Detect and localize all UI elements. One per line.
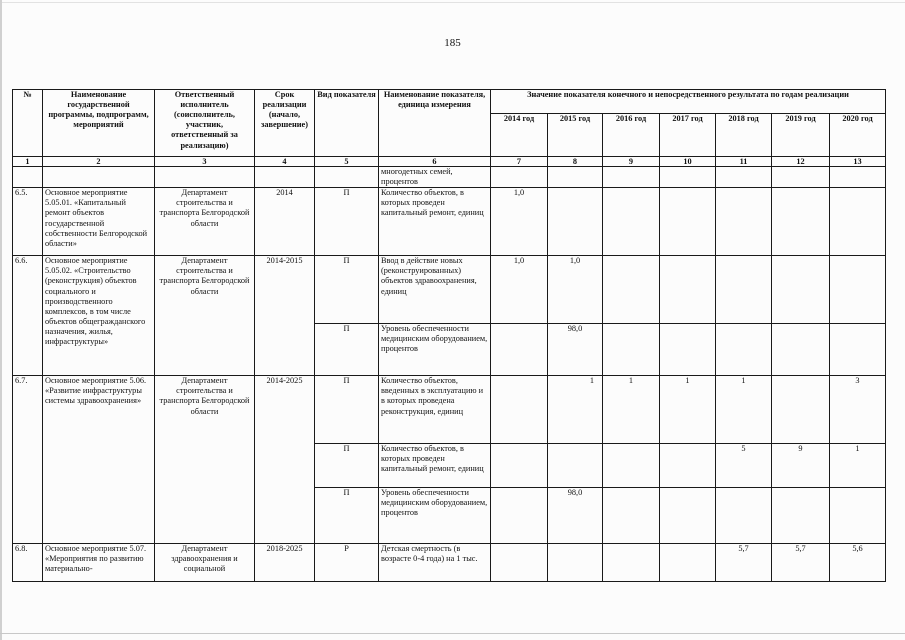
executor-cell: Департамент строительства и транспорта Белгородской области — [155, 376, 255, 544]
column-number: 5 — [315, 157, 379, 167]
header-year: 2017 год — [660, 114, 716, 157]
header-num: № — [13, 90, 43, 157]
indicator-cell: Количество объектов, в которых проведен капитальный ремонт, единиц — [379, 188, 491, 256]
column-number: 9 — [603, 157, 660, 167]
value-2015: 1 — [548, 376, 603, 444]
header-type: Вид показателя — [315, 90, 379, 157]
type-cell: П — [315, 188, 379, 256]
column-number: 7 — [491, 157, 548, 167]
table-row — [13, 167, 886, 188]
type-cell: П — [315, 488, 379, 544]
executor-cell: Департамент строительства и транспорта Белгородской области — [155, 188, 255, 256]
column-number: 2 — [43, 157, 155, 167]
table-header — [13, 90, 886, 167]
value-2019: 9 — [772, 444, 830, 488]
type-cell: П — [315, 444, 379, 488]
column-number: 1 — [13, 157, 43, 167]
column-number: 8 — [548, 157, 603, 167]
scan-edge-left — [0, 0, 2, 640]
value-2018: 5 — [716, 444, 772, 488]
row-number: 6.7. — [13, 376, 43, 544]
table-row — [13, 544, 886, 582]
program-table — [12, 89, 886, 582]
value-2017: 1 — [660, 376, 716, 444]
value-2016: 1 — [603, 376, 660, 444]
measure-name: Основное мероприятие 5.05.01. «Капитальный ремонт объектов государственной собственности Белгородской области» — [43, 188, 155, 256]
column-number: 3 — [155, 157, 255, 167]
row-number: 6.8. — [13, 544, 43, 582]
measure-name: Основное мероприятие 5.05.02. «Строительство (реконструкция) объектов социального и производственного комплексов, в том числе объектов общегражданского назначения, жилья, инфраструктуры» — [43, 256, 155, 376]
header-term: Срок реализации (начало, завершение) — [255, 90, 315, 157]
table-row — [13, 256, 886, 324]
indicator-cell: многодетных семей, процентов — [379, 167, 491, 188]
indicator-cell: Количество объектов, введенных в эксплуатацию и в которых проведена реконструкция, единиц — [379, 376, 491, 444]
value-2020: 5,6 — [830, 544, 886, 582]
column-number: 11 — [716, 157, 772, 167]
type-cell: П — [315, 256, 379, 324]
value-2019: 5,7 — [772, 544, 830, 582]
indicator-cell: Уровень обеспеченности медицинским оборудованием, процентов — [379, 324, 491, 376]
term-cell: 2014-2015 — [255, 256, 315, 376]
value-2020: 3 — [830, 376, 886, 444]
value-2014: 1,0 — [491, 188, 548, 256]
header-year: 2018 год — [716, 114, 772, 157]
value-2018: 1 — [716, 376, 772, 444]
executor-cell: Департамент здравоохранения и социальной — [155, 544, 255, 582]
indicator-cell: Ввод в действие новых (реконструированных) объектов здравоохранения, единиц — [379, 256, 491, 324]
header-year: 2014 год — [491, 114, 548, 157]
indicator-cell: Детская смертность (в возрасте 0-4 года) на 1 тыс. — [379, 544, 491, 582]
indicator-cell: Количество объектов, в которых проведен капитальный ремонт, единиц — [379, 444, 491, 488]
term-cell: 2014-2025 — [255, 376, 315, 544]
value-2015: 98,0 — [548, 488, 603, 544]
column-number: 6 — [379, 157, 491, 167]
measure-name: Основное мероприятие 5.06. «Развитие инфраструктуры системы здравоохранения» — [43, 376, 155, 544]
executor-cell: Департамент строительства и транспорта Белгородской области — [155, 256, 255, 376]
header-values: Значение показателя конечного и непосредственного результата по годам реализации — [491, 90, 886, 114]
type-cell: Р — [315, 544, 379, 582]
type-cell: П — [315, 324, 379, 376]
value-2015: 1,0 — [548, 256, 603, 324]
indicator-cell: Уровень обеспеченности медицинским оборудованием, процентов — [379, 488, 491, 544]
measure-name: Основное мероприятие 5.07. «Мероприятия по развитию материально- — [43, 544, 155, 582]
term-cell: 2018-2025 — [255, 544, 315, 582]
scan-edge-bottom — [0, 633, 905, 634]
column-number-row — [13, 157, 886, 167]
table-row — [13, 188, 886, 256]
type-cell: П — [315, 376, 379, 444]
scan-edge-top — [0, 2, 905, 3]
header-executor: Ответственный исполнитель (соисполнитель, участник, ответственный за реализацию) — [155, 90, 255, 157]
row-number: 6.5. — [13, 188, 43, 256]
page-number: 185 — [444, 37, 461, 49]
header-year: 2020 год — [830, 114, 886, 157]
header-year: 2016 год — [603, 114, 660, 157]
term-cell: 2014 — [255, 188, 315, 256]
header-name: Наименование государственной программы, подпрограмм, мероприятий — [43, 90, 155, 157]
row-number: 6.6. — [13, 256, 43, 376]
value-2014: 1,0 — [491, 256, 548, 324]
value-2018: 5,7 — [716, 544, 772, 582]
header-indicator: Наименование показателя, единица измерения — [379, 90, 491, 157]
value-2015: 98,0 — [548, 324, 603, 376]
value-2020: 1 — [830, 444, 886, 488]
column-number: 4 — [255, 157, 315, 167]
column-number: 12 — [772, 157, 830, 167]
column-number: 13 — [830, 157, 886, 167]
table-row — [13, 376, 886, 444]
header-year: 2019 год — [772, 114, 830, 157]
column-number: 10 — [660, 157, 716, 167]
header-year: 2015 год — [548, 114, 603, 157]
